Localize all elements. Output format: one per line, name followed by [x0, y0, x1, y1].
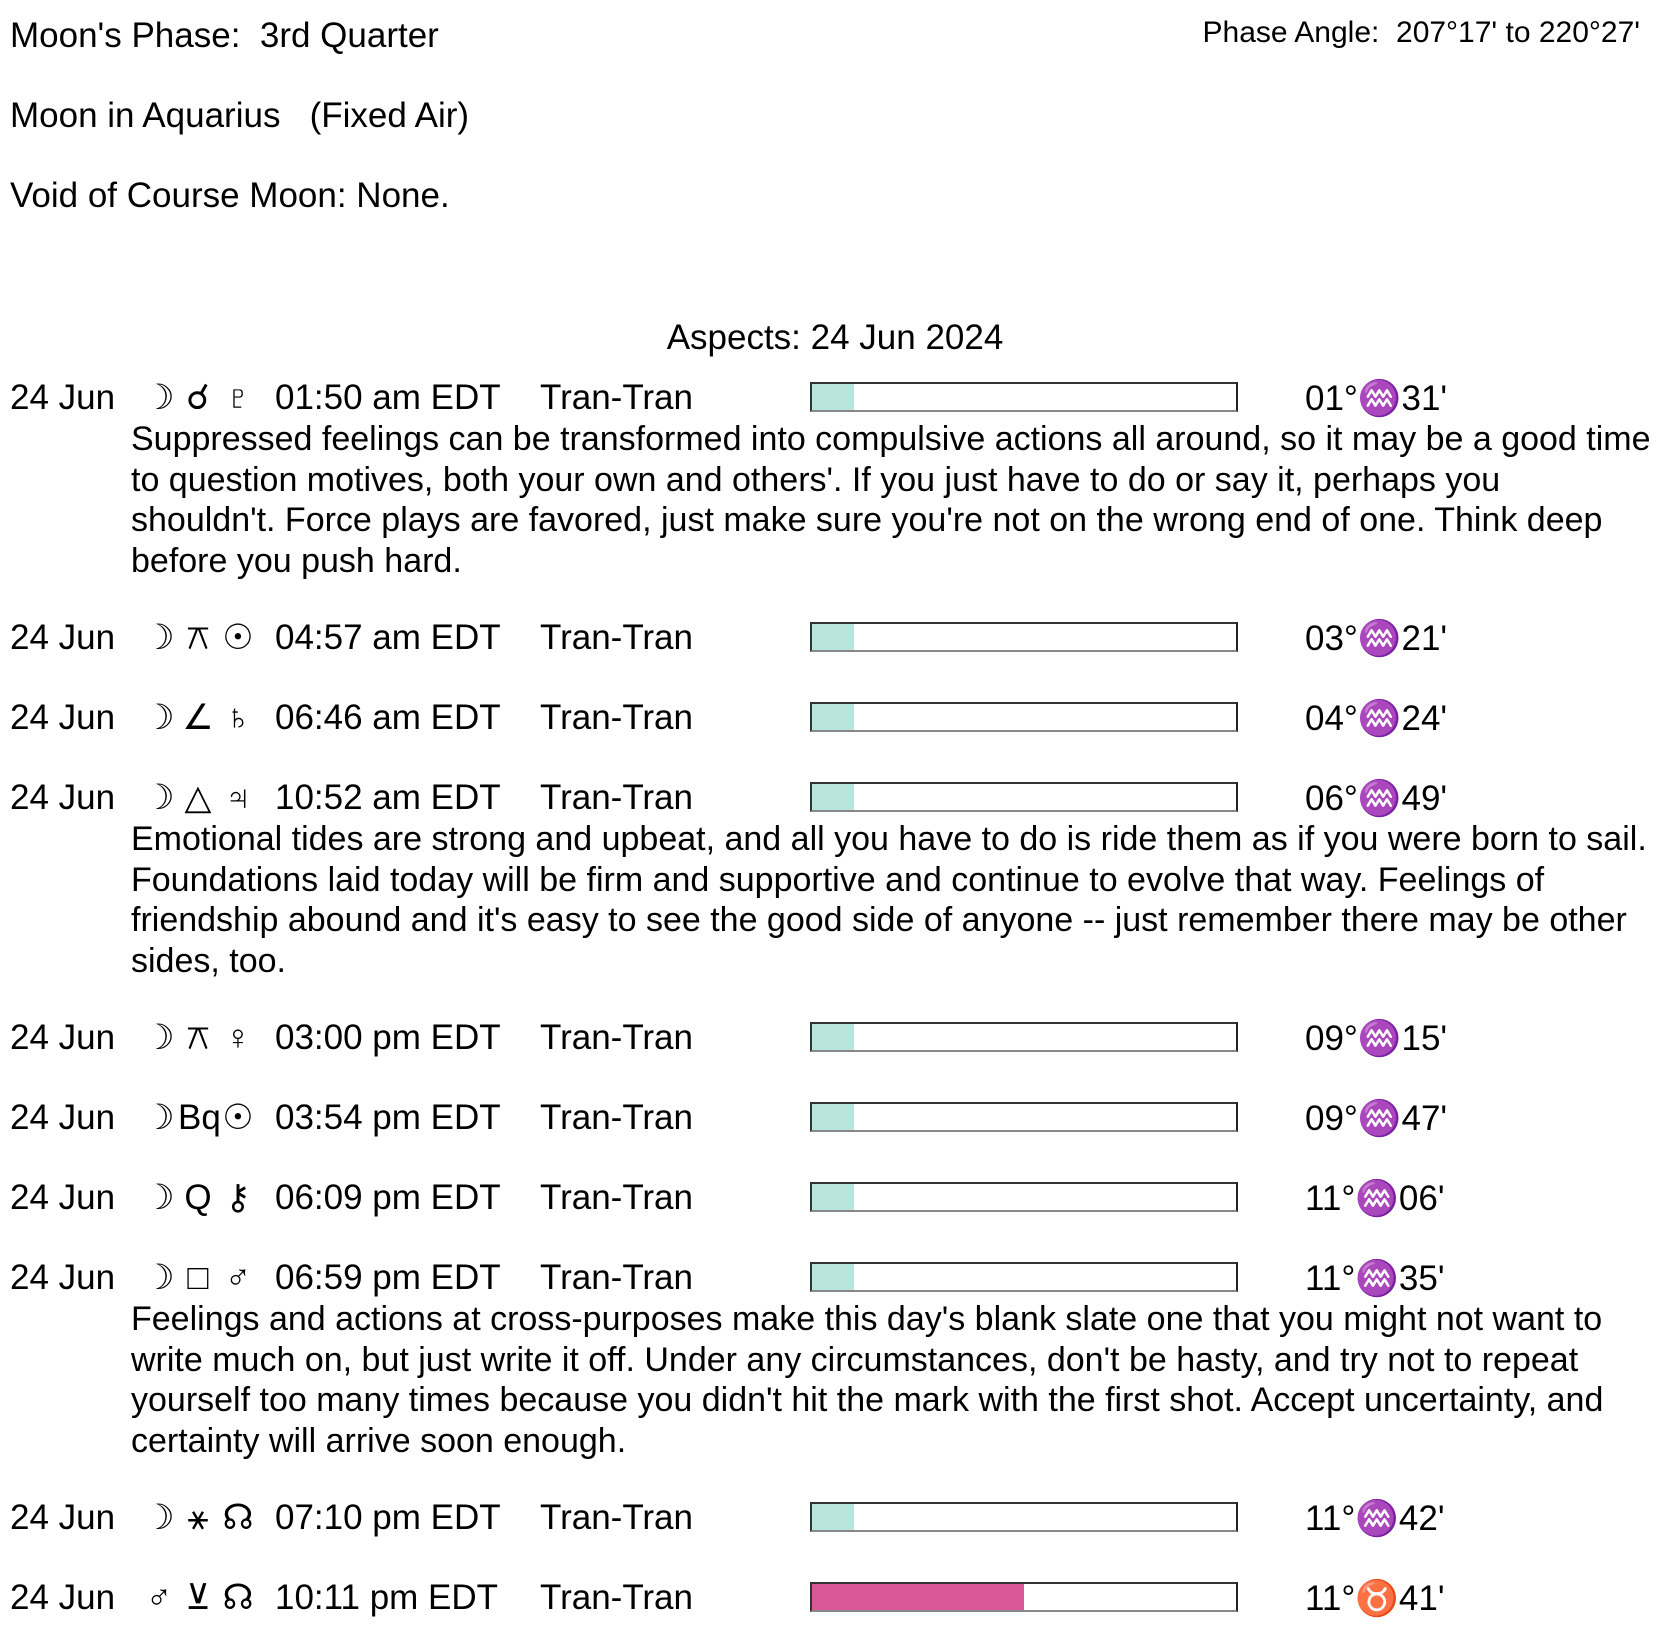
venus-icon: ♀ [224, 1018, 252, 1057]
strength-bar-fill [812, 1024, 854, 1050]
moon-icon: ☽ [143, 1098, 175, 1137]
strength-bar-fill [812, 624, 854, 650]
mars-icon: ♂ [145, 1578, 173, 1617]
quintile-icon: Q [184, 1178, 212, 1217]
aspect-type: Tran-Tran [540, 1498, 693, 1537]
aspect-position: 09°♒47' [1305, 1099, 1448, 1138]
aspect-date: 24 Jun [10, 1578, 116, 1617]
aspect-type: Tran-Tran [540, 1258, 693, 1297]
strength-bar [810, 702, 1238, 732]
aspect-time: 10:11 pm EDT [275, 1578, 499, 1617]
aspect-row [0, 618, 1670, 658]
strength-bar [810, 1502, 1238, 1532]
aspect-position: 01°♒31' [1305, 379, 1448, 418]
aspect-date: 24 Jun [10, 698, 116, 737]
square-icon: □ [187, 1258, 209, 1297]
strength-bar-fill [812, 1584, 1024, 1610]
semisquare-icon: ∠ [182, 698, 214, 737]
pluto-icon: ♇ [224, 378, 252, 417]
strength-bar [810, 782, 1238, 812]
strength-bar [810, 1262, 1238, 1292]
moon-icon: ☽ [143, 618, 175, 657]
moon-icon: ☽ [143, 778, 175, 817]
aspect-position: 11°♒35' [1305, 1259, 1445, 1298]
aspect-row [0, 1498, 1670, 1538]
aspect-type: Tran-Tran [540, 1178, 693, 1217]
aspect-date: 24 Jun [10, 1098, 116, 1137]
saturn-icon: ♄ [224, 698, 252, 737]
aspect-position: 03°♒21' [1305, 619, 1448, 658]
strength-bar-fill [812, 704, 854, 730]
moon-icon: ☽ [143, 1018, 175, 1057]
chiron-icon: ⚷ [225, 1178, 251, 1217]
trine-icon: △ [184, 778, 212, 817]
aspect-position: 11°♉41' [1305, 1579, 1445, 1618]
aspect-interpretation: Suppressed feelings can be transformed into compulsive actions all around, so it may be a good time to question motives, both your own and others'. If you just have to do or say it, perhaps you shouldn't. Force plays are favored, just make sure you're not on the wrong end of one. Think deep before you push hard. [131, 420, 1651, 580]
aspect-glyphs [140, 1178, 265, 1218]
aspect-glyphs [140, 1258, 265, 1298]
strength-bar-fill [812, 1184, 854, 1210]
moon-icon: ☽ [143, 1258, 175, 1297]
aspect-type: Tran-Tran [540, 1098, 693, 1137]
aspect-time: 07:10 pm EDT [275, 1498, 501, 1537]
strength-bar-fill [812, 1264, 854, 1290]
conjunction-icon: ☌ [186, 378, 210, 417]
aspect-row [0, 378, 1670, 418]
aspect-position: 09°♒15' [1305, 1019, 1448, 1058]
sun-icon: ☉ [222, 1098, 254, 1137]
aspect-row [0, 1578, 1670, 1618]
aspect-date: 24 Jun [10, 1178, 116, 1217]
aspects-title: Aspects: 24 Jun 2024 [666, 318, 1004, 357]
aspect-glyphs [140, 378, 265, 418]
strength-bar [810, 1582, 1238, 1612]
moon-icon: ☽ [143, 378, 175, 417]
quincunx-icon: ⚻ [186, 1018, 210, 1057]
aspect-row [0, 1018, 1670, 1058]
sextile-icon: ⚹ [187, 1498, 209, 1537]
aspect-glyphs [140, 618, 265, 658]
strength-bar [810, 382, 1238, 412]
biquintile-icon: Bq [178, 1098, 221, 1137]
semisextile-icon: ⊻ [185, 1578, 211, 1617]
mars-icon: ♂ [224, 1258, 252, 1297]
aspect-date: 24 Jun [10, 378, 116, 417]
strength-bar [810, 622, 1238, 652]
aspect-time: 03:00 pm EDT [275, 1018, 501, 1057]
moon-sign: Moon in Aquarius (Fixed Air) [10, 96, 470, 135]
strength-bar [810, 1022, 1238, 1052]
aspect-glyphs [140, 698, 265, 738]
aspect-date: 24 Jun [10, 618, 116, 657]
aspect-time: 04:57 am EDT [275, 618, 501, 657]
void-of-course-moon: Void of Course Moon: None. [10, 176, 450, 215]
aspect-date: 24 Jun [10, 1018, 116, 1057]
aspect-position: 11°♒06' [1305, 1179, 1445, 1218]
aspect-date: 24 Jun [10, 1258, 116, 1297]
moon-phase: Moon's Phase: 3rd Quarter [10, 16, 439, 55]
aspect-glyphs [140, 1018, 265, 1058]
strength-bar [810, 1102, 1238, 1132]
aspect-glyphs [140, 778, 265, 818]
aspect-time: 10:52 am EDT [275, 778, 501, 817]
aspect-row [0, 1258, 1670, 1298]
aspect-type: Tran-Tran [540, 698, 693, 737]
strength-bar-fill [812, 784, 854, 810]
aspect-type: Tran-Tran [540, 378, 693, 417]
strength-bar-fill [812, 1104, 854, 1130]
aspect-type: Tran-Tran [540, 778, 693, 817]
aspect-date: 24 Jun [10, 1498, 116, 1537]
aspect-glyphs [140, 1498, 265, 1538]
aspect-time: 03:54 pm EDT [275, 1098, 501, 1137]
aspect-time: 06:46 am EDT [275, 698, 501, 737]
aspect-glyphs [140, 1578, 265, 1618]
aspect-interpretation: Emotional tides are strong and upbeat, and all you have to do is ride them as if you were born to sail. Foundations laid today will be firm and supportive and continue to evolve that way. Feelings of friendship abound and it's easy to see the good side of anyone -- just remember there may be other sides, too. [131, 820, 1647, 980]
aspect-position: 11°♒42' [1305, 1499, 1445, 1538]
aspect-row [0, 698, 1670, 738]
aspect-interpretation: Feelings and actions at cross-purposes make this day's blank slate one that you might not want to write much on, but just write it off. Under any circumstances, don't be hasty, and try not to repeat yourself too many times because you didn't hit the mark with the first shot. Accept uncertainty, and certainty will arrive soon enough. [131, 1300, 1604, 1460]
aspect-glyphs [140, 1098, 265, 1138]
aspect-time: 06:09 pm EDT [275, 1178, 501, 1217]
moon-icon: ☽ [143, 1498, 175, 1537]
aspect-row [0, 1098, 1670, 1138]
aspect-time: 06:59 pm EDT [275, 1258, 501, 1297]
strength-bar-fill [812, 1504, 854, 1530]
strength-bar-fill [812, 384, 854, 410]
aspect-type: Tran-Tran [540, 1578, 693, 1617]
north-node-icon: ☊ [222, 1498, 254, 1537]
sun-icon: ☉ [222, 618, 254, 657]
aspect-row [0, 1178, 1670, 1218]
aspect-position: 06°♒49' [1305, 779, 1448, 818]
moon-icon: ☽ [143, 1178, 175, 1217]
moon-icon: ☽ [143, 698, 175, 737]
aspect-position: 04°♒24' [1305, 699, 1448, 738]
strength-bar [810, 1182, 1238, 1212]
quincunx-icon: ⚻ [186, 618, 210, 657]
aspect-row [0, 778, 1670, 818]
aspect-time: 01:50 am EDT [275, 378, 501, 417]
phase-angle: Phase Angle: 207°17' to 220°27' [1202, 16, 1640, 49]
aspect-type: Tran-Tran [540, 618, 693, 657]
aspect-type: Tran-Tran [540, 1018, 693, 1057]
jupiter-icon: ♃ [224, 778, 252, 817]
north-node-icon: ☊ [222, 1578, 254, 1617]
aspect-date: 24 Jun [10, 778, 116, 817]
